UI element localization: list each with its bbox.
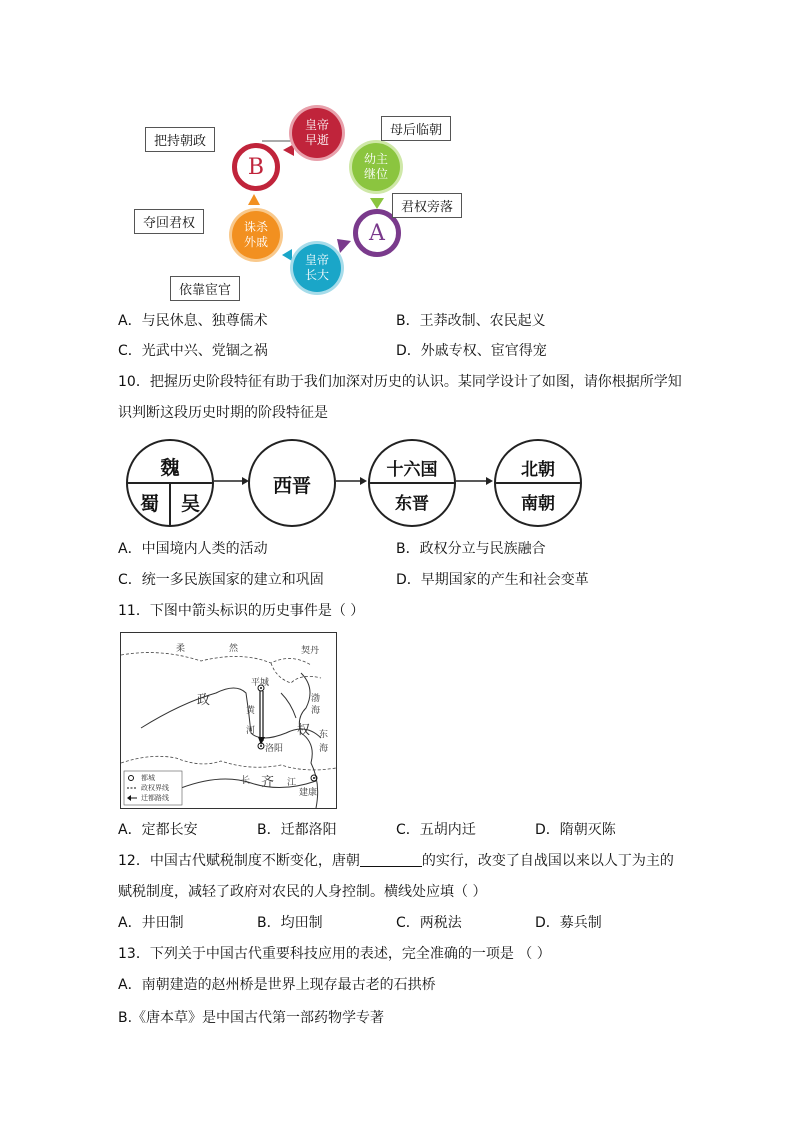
q12-blank xyxy=(360,852,422,867)
map-label-rou: 柔 xyxy=(176,644,186,654)
arrow-to-kill xyxy=(282,249,292,261)
map-legend-capital: 都城 xyxy=(141,774,155,782)
map-label-ran: 然 xyxy=(229,644,239,654)
map-label-zheng: 政 xyxy=(197,693,211,708)
q12-option-a: A．井田制 xyxy=(118,915,184,931)
q12-stem-line1 xyxy=(118,851,674,871)
flow-arrows xyxy=(210,472,500,490)
map-label-pingcheng: 平城 xyxy=(251,678,270,688)
q11-option-a: A．定都长安 xyxy=(118,822,198,838)
flow-three-kingdoms xyxy=(126,439,214,527)
label-power-lost: 君权旁落 xyxy=(392,193,462,218)
history-map xyxy=(120,632,337,809)
q9-option-b: B．王莽改制、农民起义 xyxy=(396,313,546,329)
flow-north-text: 北朝 xyxy=(521,460,555,480)
arrow-to-b xyxy=(283,144,294,156)
flow-north-south xyxy=(494,439,582,527)
circle-a: A xyxy=(353,209,401,257)
label-regain-power: 夺回君权 xyxy=(134,209,204,234)
flow-wei: 魏 xyxy=(160,457,180,479)
q11-stem: 11．下图中箭头标识的历史事件是（ ） xyxy=(118,603,365,619)
map-label-he: 河 xyxy=(246,726,256,736)
q12-stem-part1: 12．中国古代赋税制度不断变化，唐朝 xyxy=(118,853,360,869)
q10-option-d: D．早期国家的产生和社会变革 xyxy=(396,572,589,588)
q12-option-d: D．募兵制 xyxy=(535,915,602,931)
map-legend-route: 迁都路线 xyxy=(141,794,169,802)
q12-stem-part2: 的实行，改变了自战国以来以人丁为主的 xyxy=(421,853,674,869)
q10-option-a: A．中国境内人类的活动 xyxy=(118,541,268,557)
map-label-hai2: 海 xyxy=(319,744,329,754)
flow-dongjin-text: 东晋 xyxy=(395,494,429,514)
circle-emperor-grown: 皇帝 长大 xyxy=(293,244,341,292)
flow-xijin-text: 西晋 xyxy=(272,475,311,497)
map-label-qidan: 契丹 xyxy=(301,646,320,656)
label-mother-regency: 母后临朝 xyxy=(381,116,451,141)
map-legend-boundary: 政权界线 xyxy=(141,784,169,792)
q10-stem-line1: 10．把握历史阶段特征有助于我们加深对历史的认识。某同学设计了如图，请你根据所学知 xyxy=(118,374,682,390)
q13-stem: 13．下列关于中国古代重要科技应用的表述，完全准确的一项是 （ ） xyxy=(118,946,551,962)
q13-option-b: B.《唐本草》是中国古代第一部药物学专著 xyxy=(118,1010,385,1026)
arrow-to-b-up xyxy=(248,194,260,205)
q9-option-d: D．外戚专权、宦官得宠 xyxy=(396,343,547,359)
q10-option-c: C．统一多民族国家的建立和巩固 xyxy=(118,572,324,588)
map-label-luoyang: 洛阳 xyxy=(265,744,284,754)
map-label-chang: 长 xyxy=(241,776,251,786)
map-label-jiang: 江 xyxy=(287,778,297,788)
arrow-to-a xyxy=(370,198,384,209)
arrow-to-grown xyxy=(337,239,351,253)
q10-option-b: B．政权分立与民族融合 xyxy=(396,541,546,557)
q10-stem-line2: 识判断这段历史时期的阶段特征是 xyxy=(118,405,328,421)
q9-option-a: A．与民休息、独尊儒术 xyxy=(118,313,268,329)
map-label-dong: 东 xyxy=(319,730,329,740)
flow-sixteen-text: 十六国 xyxy=(386,460,438,480)
map-label-qi: 齐 xyxy=(261,775,275,790)
q11-option-b: B．迁都洛阳 xyxy=(257,822,337,838)
q11-option-d: D．隋朝灭陈 xyxy=(535,822,616,838)
q12-option-c: C．两税法 xyxy=(396,915,462,931)
q12-stem-line2: 赋税制度，减轻了政府对农民的人身控制。横线处应填（ ） xyxy=(118,884,487,900)
label-rely-eunuchs: 依靠宦官 xyxy=(170,276,240,301)
map-label-quan: 权 xyxy=(297,723,311,738)
flow-south-text: 南朝 xyxy=(521,494,555,514)
q13-option-a: A．南朝建造的赵州桥是世界上现存最古老的石拱桥 xyxy=(118,977,436,993)
label-grab-power: 把持朝政 xyxy=(145,127,215,152)
circle-early-death: 皇帝 早逝 xyxy=(292,108,342,158)
circle-young-emperor: 幼主 继位 xyxy=(352,143,400,191)
map-label-hai: 海 xyxy=(311,706,321,716)
q12-option-b: B．均田制 xyxy=(257,915,323,931)
map-label-jiankang: 建康 xyxy=(299,788,318,798)
flow-wu: 吴 xyxy=(180,493,200,515)
q11-option-c: C．五胡内迁 xyxy=(396,822,476,838)
flow-shu: 蜀 xyxy=(140,493,160,515)
map-label-huang: 黄 xyxy=(246,706,256,716)
q9-option-c: C．光武中兴、党锢之祸 xyxy=(118,343,268,359)
circle-kill-consorts: 诛杀 外戚 xyxy=(232,211,280,259)
circle-b: B xyxy=(232,143,280,191)
map-label-bo: 渤 xyxy=(311,694,321,704)
